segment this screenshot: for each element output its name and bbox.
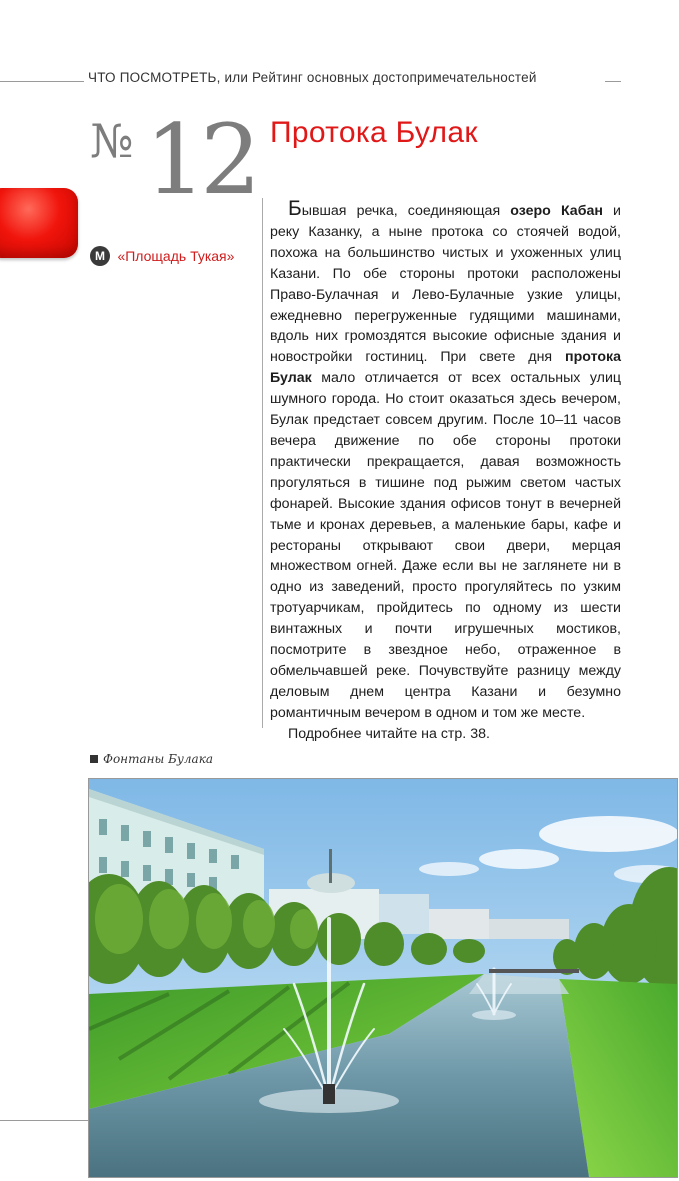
highlight-lake-kaban: озеро Кабан (510, 203, 603, 219)
running-head-text: ЧТО ПОСМОТРЕТЬ, или Рейтинг основных достопримечательностей (88, 70, 537, 85)
metro-station (90, 246, 234, 266)
paragraph-text: ывшая речка, соединяющая (301, 203, 511, 219)
column-divider (262, 198, 263, 728)
metro-station-name: «Площадь Тукая» (117, 248, 235, 264)
page-title: Протока Булак (270, 116, 478, 149)
metro-icon: М (90, 246, 110, 266)
highlight-bulak: протока Булак (270, 349, 621, 387)
entry-number: 12 (145, 104, 256, 216)
article-body (270, 198, 621, 745)
photo-illustration (89, 779, 677, 1177)
dropcap: Б (288, 197, 302, 220)
photo-caption (90, 752, 213, 766)
article-paragraph-1 (270, 198, 621, 724)
caption-square-icon (90, 755, 98, 763)
entry-number-sign: № (90, 114, 134, 168)
paragraph-text: мало отличается от всех остальных улиц шумного города. Но стоит оказаться здесь вечером, Булак предстает совсем другим. После 10–11 часов вечера движение по обе стороны протоки практически прекращается, давая возможность прогуляться в тишине под рыжим светом частых фонарей. Высокие здания офисов тонут в вечерней тьме и кронах деревьев, а маленькие бары, кафе и рестораны открывают свои двери, мерцая множеством огней. Даже если вы не заглянете ни в одно из заведений, просто прогуляйтесь по узким тротуарчикам, пройдитесь по одному из шести винтажных и почти игрушечных мостиков, посмотрите в звездное небо, отраженное в обмельчавшей реке. Почувствуйте разницу между деловым днем центра Казани и безумно романтичным вечером в одном и том же месте. (270, 370, 621, 721)
photo-caption-text: Фонтаны Булака (103, 752, 214, 766)
red-section-tab (0, 188, 78, 258)
running-head (0, 62, 679, 90)
running-head-rule-right (605, 81, 621, 82)
paragraph-text: и реку Казанку, а ныне протока со стоячей водой, похожа на большинство чистых и ухоженных улиц Казани. По обе стороны протоки расположены Право-Булачная и Лево-Булачные узкие улицы, ежедневно перегруженные гудящими машинами, вдоль них громоздятся высокие офисные здания и новостройки гостиниц. При свете дня (270, 203, 621, 366)
article-paragraph-2: Подробнее читайте на стр. 38. (288, 725, 490, 742)
bottom-rule (0, 1120, 88, 1121)
running-head-rule-left (0, 81, 84, 82)
photo-bulak-fountains (88, 778, 678, 1178)
